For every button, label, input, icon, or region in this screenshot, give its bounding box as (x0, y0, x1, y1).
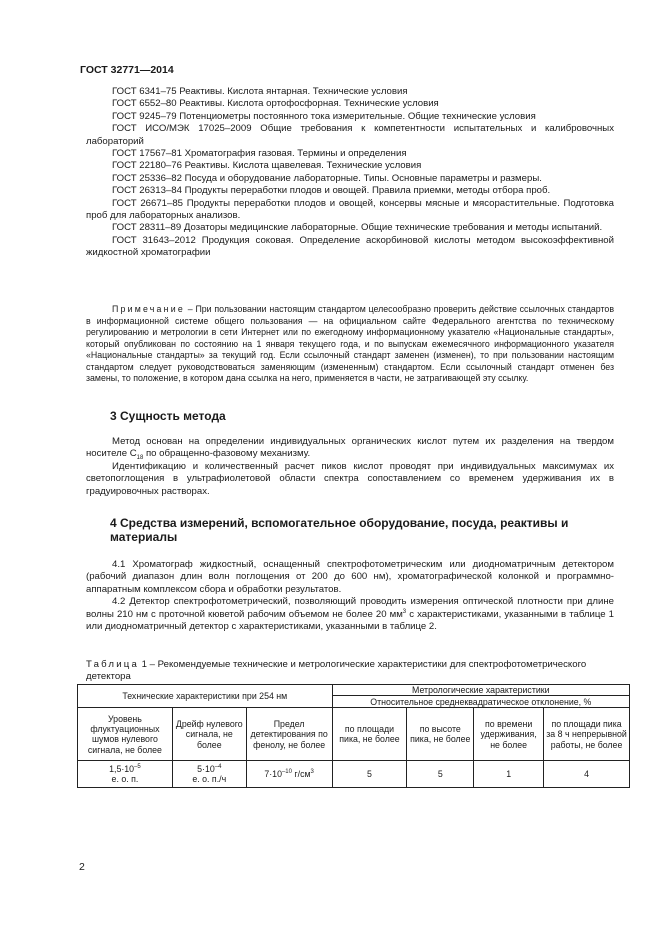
subscript: 18 (136, 455, 144, 462)
table-col-header: по площади пика за 8 ч непрерывной работы, не более (544, 708, 630, 761)
reference-item: ГОСТ 6341–75 Реактивы. Кислота янтарная. Технические условия (112, 86, 408, 97)
section-3-heading: 3 Сущность метода (110, 409, 226, 423)
section-3-p1-text: Метод основан на определении индивидуальных органических кислот путем их разделения на твердом носителе С (86, 436, 614, 460)
reference-item: ГОСТ 9245–79 Потенциометры постоянного тока измерительные. Общие технические условия (112, 110, 536, 122)
cell-value: 5·10 (197, 764, 215, 774)
table-col-header: по высоте пика, не более (407, 708, 474, 761)
normative-references-list (86, 86, 614, 260)
reference-item: ГОСТ 28311–89 Дозаторы медицинские лабораторные. Общие технические требования и методы испытаний. (112, 222, 603, 234)
table-cell (246, 761, 332, 788)
superscript: –10 (281, 769, 292, 776)
section-4-p2-text: 4.2 Детектор спектрофотометрический, позволяющий проводить измерения оптической плотности при длине волны 210 нм с проточной кюветой рабочим объемом не более 20 мм (86, 596, 614, 620)
reference-item: ГОСТ 6552–80 Реактивы. Кислота ортофосфорная. Технические условия (112, 98, 439, 110)
table-col-header: по площади пика, не более (332, 708, 407, 761)
table-cell (78, 761, 173, 788)
table-row (78, 761, 630, 788)
table-cell: 5 (332, 761, 407, 788)
reference-item: ГОСТ 26313–84 Продукты переработки плодов и овощей. Правила приемки, методы отбора проб. (112, 185, 551, 197)
section-3-paragraph (86, 436, 614, 461)
cell-unit: г/см (291, 769, 311, 780)
table-cell: 4 (544, 761, 630, 788)
table-1-caption (86, 659, 614, 682)
reference-item: ГОСТ 31643–2012 Продукция соковая. Определение аскорбиновой кислоты методом высокоэффективной жидкостной хроматографии (86, 234, 614, 259)
cell-unit: е. о. п. (111, 774, 139, 785)
table-group-header-row (78, 685, 630, 696)
table-caption-text: 1 – Рекомендуемые технические и метрологические характеристики для спектрофотометрического детектора (86, 659, 587, 682)
table-col-header: по времени удерживания, не более (474, 708, 544, 761)
table-caption-label: Таблица (86, 659, 140, 670)
cell-value: 7·10 (264, 769, 282, 780)
table-column-header-row (78, 708, 630, 761)
reference-item: ГОСТ 26671–85 Продукты переработки плодов и овощей, консервы мясные и мясорастительные. Подготовка проб для лабораторных анализов. (86, 197, 614, 222)
section-4-p2-tail: с характеристиками, указанными в таблице 1 или диодноматричный детектор с характеристиками, указанными в таблице 2. (86, 608, 614, 633)
table-cell: 1 (474, 761, 544, 788)
section-3-body (86, 436, 614, 498)
table-cell: 5 (407, 761, 474, 788)
reference-item: ГОСТ 22180–76 Реактивы. Кислота щавелевая. Технические условия (112, 160, 422, 172)
reference-item: ГОСТ 25336–82 Посуда и оборудование лабораторные. Типы. Основные параметры и размеры. (112, 172, 542, 184)
superscript: –4 (214, 764, 222, 771)
section-4-body (86, 559, 614, 633)
table-group-metro: Метрологические характеристики (332, 685, 629, 696)
table-group-tech: Технические характеристики при 254 нм (78, 685, 333, 708)
table-metro-subheader: Относительное среднеквадратическое отклонение, % (332, 696, 629, 708)
section-3-p1-tail: по обращенно-фазовому механизму. (143, 448, 311, 460)
reference-item: ГОСТ 17567–81 Хроматография газовая. Термины и определения (112, 148, 407, 160)
table-cell (172, 761, 246, 788)
table-col-header: Предел детектирования по фенолу, не более (246, 708, 332, 761)
table-col-header: Дрейф нулевого сигнала, не более (172, 708, 246, 761)
cell-unit: е. о. п./ч (192, 774, 227, 785)
superscript: 3 (402, 608, 407, 615)
note-label: Примечание (112, 304, 185, 314)
superscript: –5 (134, 764, 141, 771)
reference-note (86, 304, 614, 385)
reference-item: ГОСТ ИСО/МЭК 17025–2009 Общие требования к компетентности испытательных и калибровочных лабораторий (86, 123, 614, 147)
section-4-heading: 4 Средства измерений, вспомогательное оборудование, посуда, реактивы и материалы (110, 516, 569, 544)
note-text: – При пользовании настоящим стандартом целесообразно проверить действие ссылочных стандартов в информационной системе общего пользования — на официальном сайте Федерального агентства по техническому регулированию и метрологии в сети Интернет или по ежегодному информационному указателю «Национальные стандарты», который опубликован по состоянию на 1 января текущего года, и по выпускам ежемесячного информационного указателя «Национальные стандарты» за текущий год. Если ссылочный стандарт заменен (изменен), то при пользовании настоящим стандартом следует руководствоваться заменяющим (измененным) стандартом. Если ссылочный стандарт отменен без замены, то положение, в котором дана ссылка на него, применяется в части, не затрагивающей эту ссылку. (86, 304, 614, 383)
section-4-paragraph: 4.1 Хроматограф жидкостный, оснащенный спектрофотометрическим или диодноматричным детектором (рабочий диапазон длин волн поглощения от 200 до 600 нм), хроматографической колонкой и программно-аппаратным комплексом сбора и обработки результатов. (86, 559, 614, 595)
cell-value: 1,5·10 (109, 764, 135, 774)
table-col-header: Уровень флуктуационных шумов нулевого сигнала, не более (78, 708, 173, 761)
superscript: 3 (310, 769, 314, 776)
section-3-paragraph: Идентификацию и количественный расчет пиков кислот проводят при индивидуальных максимумах их светопоглощения в ультрафиолетовой области спектра сопоставлением со временем удерживания их в градуировочных растворах. (86, 460, 614, 497)
page-number: 2 (79, 861, 85, 873)
table-1 (77, 684, 630, 788)
document-header-title: ГОСТ 32771—2014 (80, 64, 174, 76)
section-4-paragraph (86, 596, 614, 633)
